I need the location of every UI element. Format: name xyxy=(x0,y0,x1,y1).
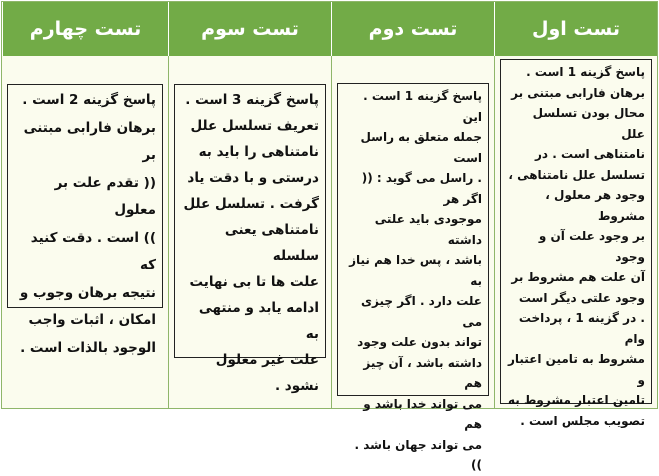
cell-test-4 xyxy=(2,56,168,408)
answer-text-3: پاسخ گزینه 3 است . تعریف تسلسل علل نامتناهی را باید به درستی و با دقت یاد گرفت . تسلسل علل نامتناهی یعنی سلسله علت ها تا بی نهایت ادامه یابد و منتهی به علت غیر معلول نشود . xyxy=(174,84,326,358)
cell-test-2 xyxy=(331,56,494,472)
header-test-4: تست چهارم xyxy=(2,2,168,56)
answer-text-4: پاسخ گزینه 2 است . برهان فارابی مبتنی بر (( تقدم علت بر معلول )) است . دقت کنید که نتیجه برهان وجوب و امکان ، اثبات واجب الوجود بالذات است . xyxy=(7,84,163,308)
header-test-1: تست اول xyxy=(494,2,657,56)
answer-text-2: پاسخ گزینه 1 است . این جمله متعلق به راسل است . راسل می گوید : (( اگر هر موجودی باید علتی داشته باشد ، پس خدا هم نیاز به علت دارد . اگر چیزی می تواند بدون علت وجود داشته باشد ، آن چیز هم می تواند خدا باشد و هم می تواند جهان باشد . )) xyxy=(337,83,489,396)
header-test-2: تست دوم xyxy=(331,2,494,56)
answer-text-1: پاسخ گزینه 1 است . برهان فارابی مبتنی بر محال بودن تسلسل علل نامتناهی است . در تسلسل علل نامتناهی ، وجود هر معلول ، مشروط بر وجود علت آن و وجود آن علت هم مشروط بر وجود علتی دیگر است . در گزینه 1 ، پرداخت وام مشروط به تامین اعتبار و تامین اعتبار مشروط به تصویب مجلس است . xyxy=(500,59,652,404)
cell-test-3 xyxy=(168,56,331,408)
answers-table xyxy=(1,1,658,472)
cell-test-1 xyxy=(494,56,657,428)
header-test-3: تست سوم xyxy=(168,2,331,56)
